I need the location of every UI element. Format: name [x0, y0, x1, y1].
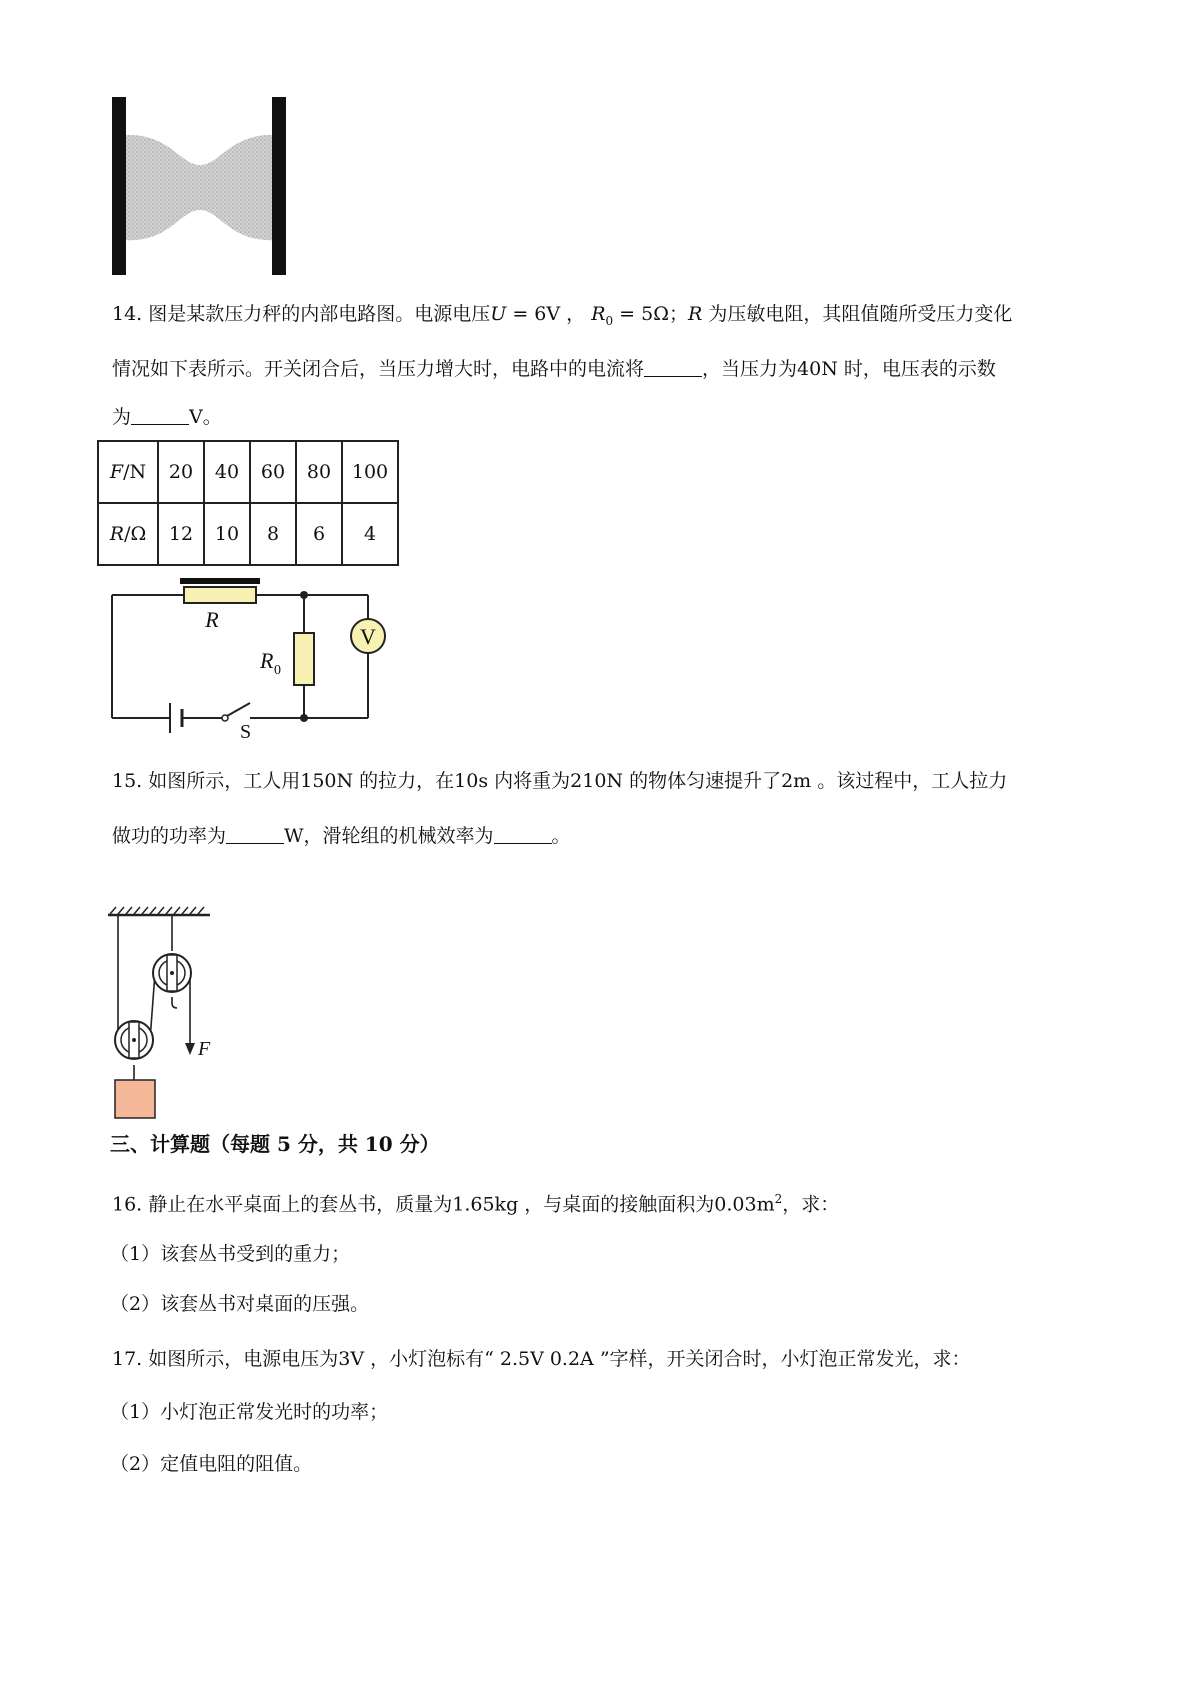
svg-text:S: S: [240, 721, 252, 740]
force-resistance-table: [97, 440, 399, 566]
pulley-system-figure: [100, 905, 240, 1120]
switch-blade: [227, 703, 250, 716]
answer-blank-voltage[interactable]: [131, 406, 189, 425]
table-cell: 20: [158, 441, 204, 503]
liquid-bridge-figure: [100, 95, 300, 280]
q14-line-3: 为 V。: [112, 406, 222, 428]
q15-line-1: 15. 如图所示，工人用150N 的拉力，在10s 内将重为210N 的物体匀速提升了2m 。该过程中，工人拉力: [112, 770, 1008, 792]
pressure-scale-circuit: [100, 575, 390, 740]
left-plate: [112, 97, 126, 275]
q16-line-1: 16. 静止在水平桌面上的套丛书，质量为1.65kg ，与桌面的接触面积为$0.03m^2$，求：: [112, 1192, 840, 1216]
q17-sub-2: （2）定值电阻的阻值。: [110, 1453, 313, 1475]
q17-line-1: 17. 如图所示，电源电压为3V ，小灯泡标有“ 2.5V 0.2A ”字样，开关闭合时，小灯泡正常发光，求：: [112, 1348, 971, 1370]
pressure-plate: [180, 578, 260, 584]
svg-text:F: F: [198, 1038, 211, 1060]
q16-sub-1: （1）该套丛书受到的重力；: [110, 1243, 351, 1265]
table-header-force: F/N: [98, 441, 158, 503]
table-cell: 8: [250, 503, 296, 565]
svg-text:R: R: [260, 648, 274, 673]
load-block: [115, 1080, 155, 1118]
q14-line-2: 情况如下表所示。开关闭合后，当压力增大时，电路中的电流将 ，当压力为40N 时，电压表的示数: [112, 358, 996, 380]
table-cell: 40: [204, 441, 250, 503]
table-row-force: [98, 441, 398, 503]
table-cell: 6: [296, 503, 342, 565]
table-cell: 4: [342, 503, 398, 565]
q14-line-1: 14. 图是某款压力秤的内部电路图。电源电压U = 6V ， $R_0 = 5\Omega$；R 为压敏电阻，其阻值随所受压力变化: [112, 303, 1013, 328]
q17-sub-1: （1）小灯泡正常发光时的功率；: [110, 1401, 389, 1423]
section-title: 三、计算题（每题 5 分，共 10 分）: [110, 1132, 440, 1156]
table-cell: 12: [158, 503, 204, 565]
answer-blank-power[interactable]: [226, 825, 284, 844]
table-cell: 80: [296, 441, 342, 503]
liquid-bridge: [124, 135, 276, 240]
table-header-resistance: R/Ω: [98, 503, 158, 565]
answer-blank-current[interactable]: [644, 358, 702, 377]
svg-text:V: V: [360, 624, 376, 649]
q15-line-2: 做功的功率为 W，滑轮组的机械效率为 。: [112, 825, 571, 847]
table-cell: 100: [342, 441, 398, 503]
svg-text:R: R: [205, 607, 219, 632]
fixed-resistor-r0: [294, 633, 314, 685]
pressure-sensitive-resistor: [184, 587, 256, 603]
q16-sub-2: （2）该套丛书对桌面的压强。: [110, 1293, 370, 1315]
right-plate: [272, 97, 286, 275]
table-row-resistance: [98, 503, 398, 565]
answer-blank-efficiency[interactable]: [494, 825, 552, 844]
table-cell: 60: [250, 441, 296, 503]
svg-text:0: 0: [274, 663, 281, 678]
table-cell: 10: [204, 503, 250, 565]
